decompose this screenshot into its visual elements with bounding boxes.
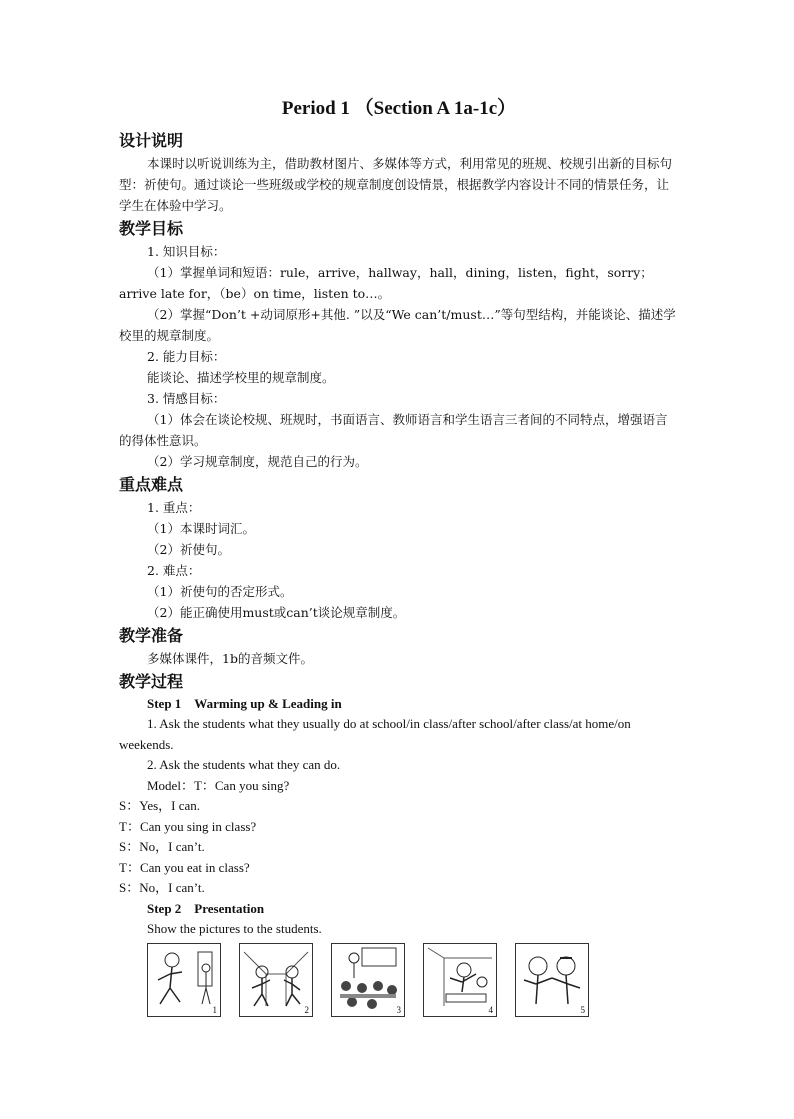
picture-number: 1 <box>212 1005 217 1015</box>
difficult-points-title: 2. 难点： <box>147 563 201 578</box>
key-point-2: （2）祈使句。 <box>147 542 230 557</box>
running-student-illustration <box>148 944 220 1016</box>
emotion-goal-1: （1）体会在谈论校规、班规时，书面语言、教师语言和学生语言三者间的不同特点，增强语言的得体性意识。 <box>119 412 668 448</box>
design-text: 本课时以听说训练为主，借助教材图片、多媒体等方式，利用常见的班规、校规引出新的目标句型：祈使句。通过谈论一些班级或学校的规章制度创设情景，根据教学内容设计不同的情景任务，让学生在体验中学习。 <box>119 156 673 213</box>
difficult-point-1: （1）祈使句的否定形式。 <box>147 584 293 599</box>
key-point-1: （1）本课时词汇。 <box>147 521 255 536</box>
picture-2 <box>239 943 313 1017</box>
dialogue-line: S：No，I can’t. <box>119 839 205 854</box>
dialogue-line: S：No，I can’t. <box>119 880 205 895</box>
knowledge-goal-1: （1）掌握单词和短语：rule，arrive，hallway，hall，dining，listen，fight，sorry；arrive late for，（be）on time，listen to…。 <box>119 265 653 301</box>
picture-4 <box>423 943 497 1017</box>
document-page <box>119 96 679 1017</box>
ability-goal-title: 2. 能力目标： <box>147 349 226 364</box>
step-1-item-2: 2. Ask the students what they can do. <box>147 757 341 772</box>
picture-number: 4 <box>488 1005 493 1015</box>
students-in-hallway-illustration <box>240 944 312 1016</box>
step-2-item-1: Show the pictures to the students. <box>147 920 322 936</box>
step-1-item-1: 1. Ask the students what they usually do at school/in class/after school/after class/at home/on weekends. <box>119 716 631 752</box>
step-1-title: Step 1 Warming up & Leading in <box>147 696 342 711</box>
classroom-illustration <box>332 944 404 1016</box>
ability-goal-1: 能谈论、描述学校里的规章制度。 <box>147 370 335 385</box>
prep-text: 多媒体课件，1b的音频文件。 <box>147 651 313 666</box>
dialogue-line: T：Can you sing in class? <box>119 818 257 834</box>
prep-heading: 教学准备 <box>119 626 184 645</box>
picture-number: 5 <box>580 1005 585 1015</box>
picture-number: 3 <box>396 1005 401 1015</box>
design-heading: 设计说明 <box>119 131 184 150</box>
dialogue-line: T：Can you eat in class? <box>119 859 250 875</box>
emotion-goal-2: （2）学习规章制度，规范自己的行为。 <box>147 454 368 469</box>
dining-hall-illustration <box>424 944 496 1016</box>
picture-3 <box>331 943 405 1017</box>
page-title: Period 1 （Section A 1a-1c） <box>281 98 517 119</box>
students-fighting-illustration <box>516 944 588 1016</box>
emotion-goal-title: 3. 情感目标： <box>147 391 226 406</box>
model-line: Model：T：Can you sing? <box>147 777 290 793</box>
picture-number: 2 <box>304 1005 309 1015</box>
picture-5 <box>515 943 589 1017</box>
process-heading: 教学过程 <box>119 672 184 691</box>
difficult-point-2: （2）能正确使用must或can’t谈论规章制度。 <box>147 605 406 620</box>
picture-strip <box>119 943 679 1017</box>
goals-heading: 教学目标 <box>119 219 184 238</box>
keys-heading: 重点难点 <box>119 475 184 494</box>
dialogue-line: S：Yes，I can. <box>119 798 201 813</box>
key-points-title: 1. 重点： <box>147 500 201 515</box>
knowledge-goal-2: （2）掌握“Don’t +动词原形+其他. ”以及“We can’t/must…”等句型结构，并能谈论、描述学校里的规章制度。 <box>119 307 676 343</box>
picture-1 <box>147 943 221 1017</box>
knowledge-goal-title: 1. 知识目标： <box>147 244 226 259</box>
step-2-title: Step 2 Presentation <box>147 900 265 916</box>
